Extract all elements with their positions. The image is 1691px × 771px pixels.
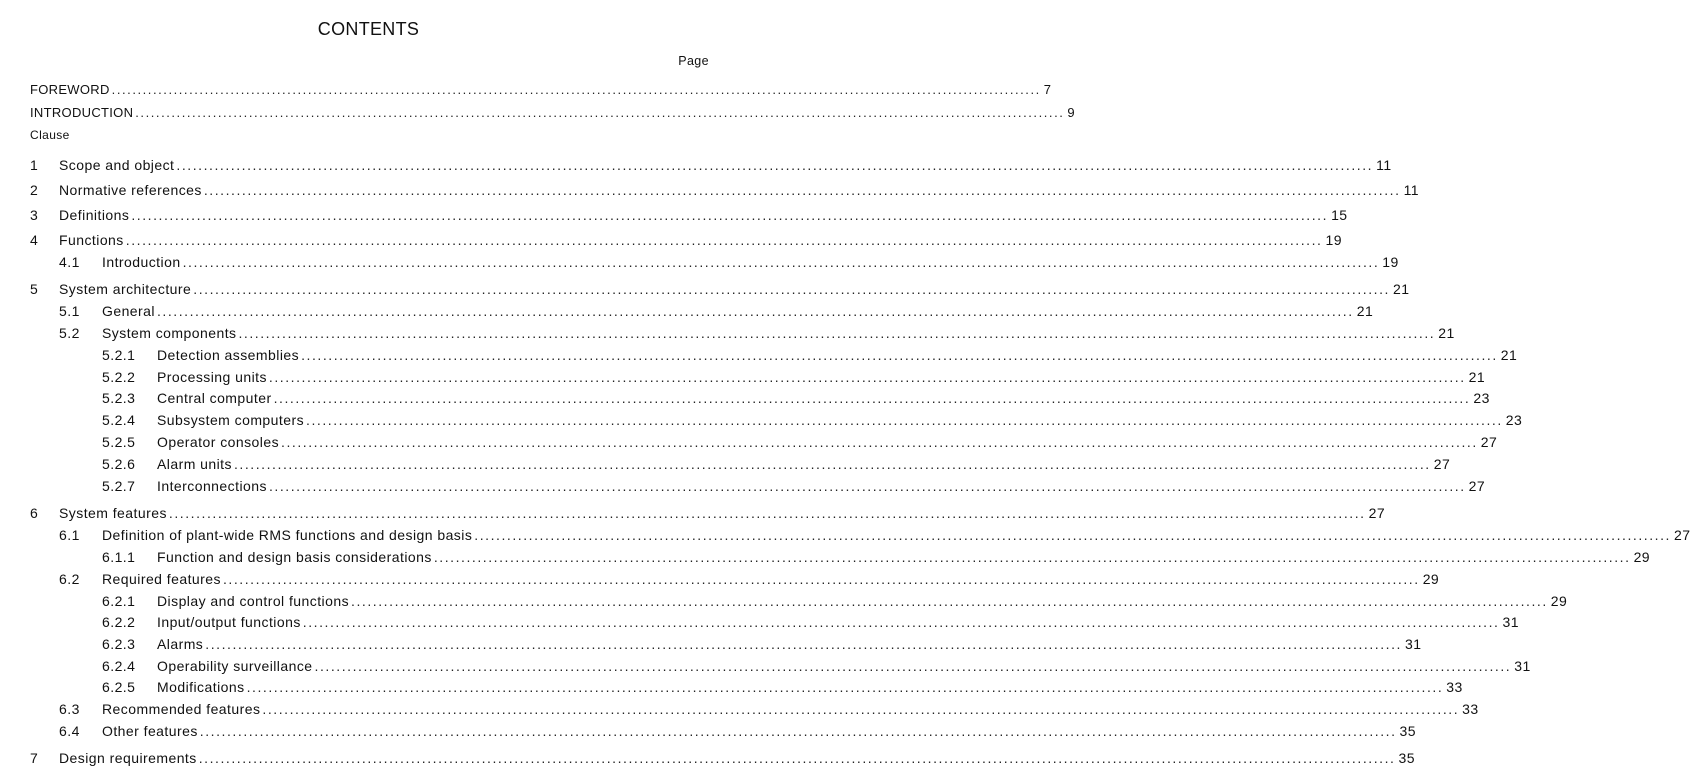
toc-entry-foreword[interactable] (0, 82, 1052, 100)
toc-entry-title: Definition of plant-wide RMS functions and design basis (102, 527, 473, 543)
toc-entry-title: Normative references (59, 182, 202, 198)
toc-entry[interactable] (0, 478, 1486, 496)
toc-entry-page: 21 (1438, 325, 1455, 341)
toc-entry-title: Scope and object (59, 157, 175, 173)
toc-entry-number: 5.2.3 (102, 390, 136, 406)
toc-entry-number: 6.2 (59, 571, 80, 587)
toc-entry-title: Detection assemblies (157, 347, 300, 363)
toc-entry-number: 5 (30, 281, 39, 297)
toc-entry-number: 5.1 (59, 303, 80, 319)
toc-entry-number: 6.2.3 (102, 636, 136, 652)
toc-entry-number: 4 (30, 232, 39, 248)
dot-leader: ............................................................................................................................................................................................................................ (433, 549, 1631, 565)
toc-entry[interactable] (0, 254, 1399, 272)
toc-entry[interactable] (0, 701, 1479, 719)
toc-entry-title: Alarms (157, 636, 204, 652)
dot-leader: ............................................................................................................................................................................................................................ (168, 505, 1366, 521)
toc-entry-title: System components (102, 325, 237, 341)
toc-entry[interactable] (0, 723, 1417, 741)
toc-entry-number: 6.2.4 (102, 658, 136, 674)
dot-leader: ............................................................................................................................................................................................................................ (238, 325, 1436, 341)
toc-entry-number: 6.3 (59, 701, 80, 717)
dot-leader: ............................................................................................................................................................................................................................ (156, 303, 1354, 319)
toc-entry-title: Function and design basis considerations (157, 549, 432, 565)
toc-entry-page: 29 (1422, 571, 1440, 587)
toc-entry-number: 4.1 (59, 254, 80, 270)
toc-entry-number: 6.2.1 (102, 593, 136, 609)
toc-entry-page: 27 (1368, 505, 1386, 521)
toc-entry-page: 27 (1480, 434, 1498, 450)
dot-leader: ............................................................................................................................................................................................................................ (205, 636, 1402, 652)
toc-entry-number: 5.2.7 (102, 478, 136, 494)
toc-entry-page: 29 (1550, 593, 1568, 609)
toc-entry-page: 21 (1468, 369, 1486, 385)
toc-entry-page: 35 (1398, 750, 1415, 766)
dot-leader: ............................................................................................................................................................................................................................ (302, 614, 1500, 630)
toc-entry-number: 1 (30, 157, 39, 173)
toc-entry[interactable] (0, 658, 1531, 676)
toc-entry-page: 11 (1376, 157, 1392, 173)
toc-entry-title: Introduction (102, 254, 181, 270)
toc-entry-number: 5.2 (59, 325, 80, 341)
toc-entry-number: 7 (30, 750, 39, 766)
toc-entry-page: 27 (1468, 478, 1486, 494)
toc-entry[interactable] (0, 369, 1486, 387)
toc-entry[interactable] (0, 207, 1348, 225)
toc-entry-page: 9 (1067, 105, 1075, 120)
toc-entry-title: Modifications (157, 679, 245, 695)
page-title: CONTENTS (317, 19, 420, 39)
toc-entry-page: 19 (1382, 254, 1399, 270)
toc-entry-title: Operability surveillance (157, 658, 313, 674)
toc-entry-page: 23 (1505, 412, 1523, 428)
toc-entry-number: 6.2.2 (102, 614, 136, 630)
toc-entry[interactable] (0, 614, 1519, 632)
toc-entry-title: Subsystem computers (157, 412, 305, 428)
toc-entry-page: 31 (1405, 636, 1422, 652)
toc-entry-number: 3 (30, 207, 39, 223)
toc-entry[interactable] (0, 281, 1410, 299)
toc-entry[interactable] (0, 527, 1691, 545)
page-column-header: Page (678, 54, 709, 68)
dot-leader: .................................................................................................................................................................................... (111, 82, 1041, 97)
dot-leader: ............................................................................................................................................................................................................................ (182, 254, 1380, 270)
dot-leader: ............................................................................................................................................................................................................................ (268, 369, 1466, 385)
dot-leader: ............................................................................................................................................................................................................................ (306, 412, 1503, 428)
toc-entry-page: 21 (1500, 347, 1518, 363)
toc-entry-title: Definitions (59, 207, 130, 223)
toc-entry-page: 21 (1356, 303, 1374, 319)
toc-entry[interactable] (0, 232, 1342, 250)
toc-entry[interactable] (0, 593, 1568, 611)
dot-leader: ............................................................................................................................................................................................................................ (281, 434, 1478, 450)
toc-entry[interactable] (0, 750, 1415, 768)
toc-entry-page: 29 (1633, 549, 1651, 565)
dot-leader: ............................................................................................................................................................................................................................ (198, 750, 1396, 766)
toc-entry[interactable] (0, 303, 1374, 321)
toc-entry-title: Interconnections (157, 478, 267, 494)
toc-entry-title: Functions (59, 232, 124, 248)
toc-entry-page: 11 (1403, 182, 1419, 198)
toc-entry-page: 15 (1331, 207, 1348, 223)
dot-leader: ............................................................................................................................................................................................................................ (246, 679, 1444, 695)
toc-entry-page: 33 (1462, 701, 1479, 717)
toc-entry-number: 5.2.4 (102, 412, 136, 428)
toc-entry[interactable] (0, 505, 1386, 523)
toc-entry[interactable] (0, 571, 1440, 589)
dot-leader: ............................................................................................................................................................................................................................ (222, 571, 1420, 587)
toc-entry-page: 31 (1514, 658, 1531, 674)
toc-entry[interactable] (0, 636, 1422, 654)
toc-entry-number: 2 (30, 182, 39, 198)
toc-entry-page: 7 (1043, 82, 1052, 97)
toc-entry-page: 19 (1325, 232, 1342, 248)
toc-entry-title: Display and control functions (157, 593, 350, 609)
dot-leader: ............................................................................................................................................................................................................................ (351, 593, 1548, 609)
toc-entry-number: 6.1 (59, 527, 80, 543)
toc-entry-title: Recommended features (102, 701, 261, 717)
toc-entry[interactable] (0, 456, 1451, 474)
toc-entry[interactable] (0, 325, 1455, 343)
toc-entry[interactable] (0, 182, 1419, 200)
toc-entry[interactable] (0, 390, 1490, 408)
toc-entry-page: 35 (1399, 723, 1417, 739)
toc-entry-page: 33 (1446, 679, 1463, 695)
toc-entry-page: 31 (1502, 614, 1519, 630)
toc-entry-number: 6.4 (59, 723, 80, 739)
toc-entry-title: Required features (102, 571, 221, 587)
toc-entry-title: Processing units (157, 369, 267, 385)
toc-entry[interactable] (0, 549, 1651, 567)
toc-entry-number: 6 (30, 505, 39, 521)
toc-entry-title: Input/output functions (157, 614, 301, 630)
toc-entry[interactable] (0, 679, 1463, 697)
toc-entry-number: 5.2.2 (102, 369, 136, 385)
dot-leader: ............................................................................................................................................................................................................................ (199, 723, 1397, 739)
toc-entry-title: Alarm units (157, 456, 232, 472)
toc-entry-title: INTRODUCTION (30, 105, 134, 120)
toc-entry-page: 27 (1433, 456, 1451, 472)
toc-entry[interactable] (0, 434, 1498, 452)
dot-leader: .................................................................................................................................................................................... (135, 105, 1065, 120)
toc-entry-title: Operator consoles (157, 434, 280, 450)
dot-leader: ............................................................................................................................................................................................................................ (273, 390, 1471, 406)
dot-leader: ............................................................................................................................................................................................................................ (203, 182, 1401, 198)
dot-leader: ............................................................................................................................................................................................................................ (193, 281, 1390, 297)
toc-entry-title: Central computer (157, 390, 272, 406)
dot-leader: ............................................................................................................................................................................................................................ (262, 701, 1460, 717)
dot-leader: ............................................................................................................................................................................................................................ (314, 658, 1512, 674)
toc-entry-title: System architecture (59, 281, 192, 297)
dot-leader: ............................................................................................................................................................................................................................ (301, 347, 1498, 363)
toc-entry-page: 23 (1473, 390, 1490, 406)
dot-leader: ............................................................................................................................................................................................................................ (131, 207, 1329, 223)
toc-entry-introduction[interactable] (0, 105, 1075, 123)
clause-label: Clause (30, 128, 70, 142)
toc-entry-title: Other features (102, 723, 198, 739)
toc-entry-number: 5.2.1 (102, 347, 136, 363)
toc-entry-page: 21 (1393, 281, 1410, 297)
toc-entry-title: FOREWORD (30, 82, 110, 97)
dot-leader: ............................................................................................................................................................................................................................ (474, 527, 1672, 543)
toc-entry[interactable] (0, 412, 1523, 430)
toc-entry-number: 6.2.5 (102, 679, 136, 695)
toc-entry-title: General (102, 303, 155, 319)
toc-entry-title: System features (59, 505, 167, 521)
toc-entry-title: Design requirements (59, 750, 197, 766)
dot-leader: ............................................................................................................................................................................................................................ (268, 478, 1466, 494)
dot-leader: ............................................................................................................................................................................................................................ (233, 456, 1431, 472)
toc-entry[interactable] (0, 157, 1392, 175)
dot-leader: ............................................................................................................................................................................................................................ (176, 157, 1374, 173)
toc-entry-page: 27 (1674, 527, 1691, 543)
toc-entry[interactable] (0, 347, 1518, 365)
toc-entry-number: 5.2.5 (102, 434, 136, 450)
toc-entry-number: 5.2.6 (102, 456, 136, 472)
dot-leader: ............................................................................................................................................................................................................................ (125, 232, 1323, 248)
toc-entry-number: 6.1.1 (102, 549, 136, 565)
